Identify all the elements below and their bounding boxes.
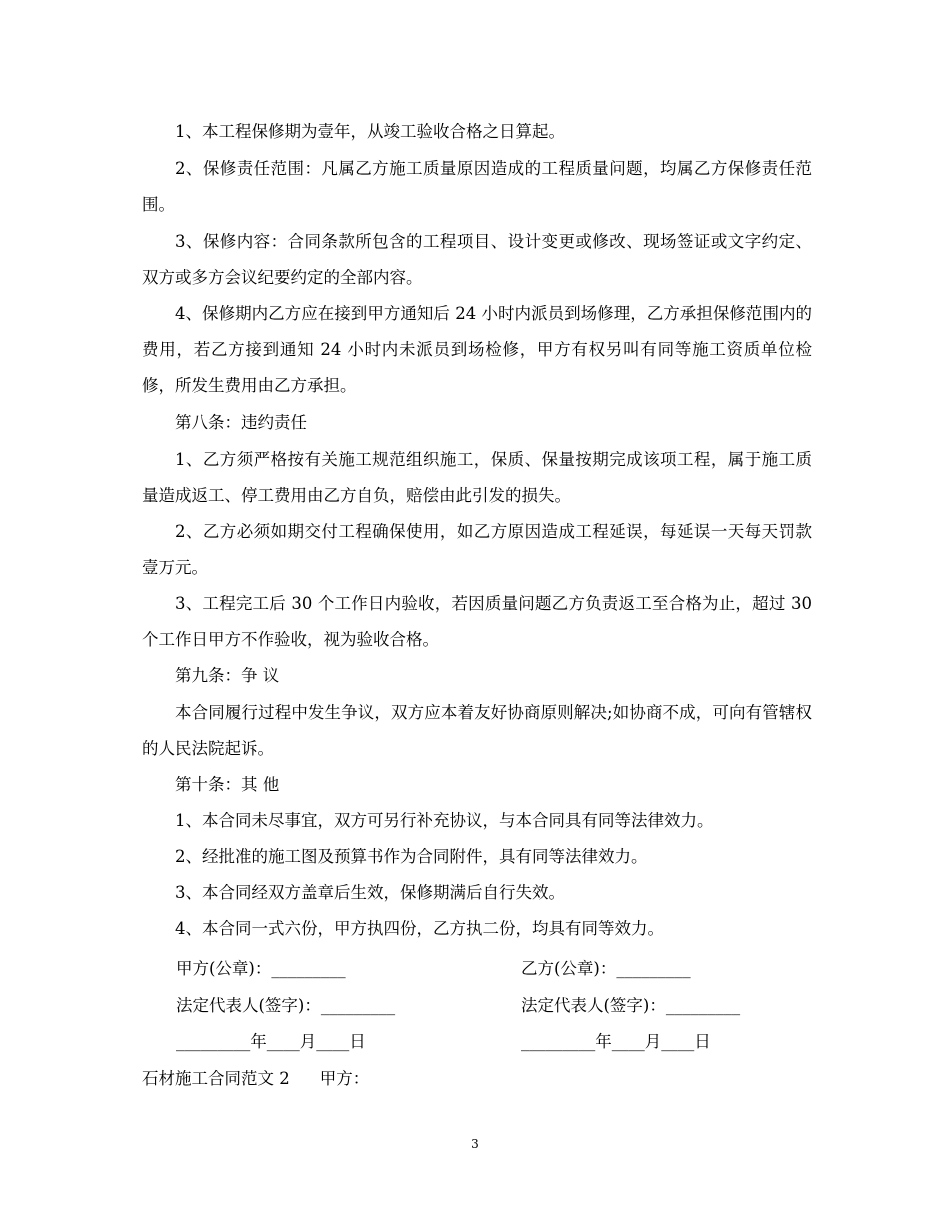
- party-a-seal-line: 甲方(公章)：_________: [176, 959, 346, 978]
- article-9-heading: 第九条：争 议: [175, 666, 280, 685]
- clause-other-3: 3、本合同经双方盖章后生效，保修期满后自行失效。: [175, 883, 565, 902]
- clause-warranty-period: 1、本工程保修期为壹年，从竣工验收合格之日算起。: [175, 122, 565, 141]
- clause-warranty-content: 3、保修内容：合同条款所包含的工程项目、设计变更或修改、现场签证或文字约定、双方或多方会议纪要约定的全部内容。: [142, 232, 812, 287]
- party-b-representative-line: 法定代表人(签字)：_________: [521, 996, 741, 1015]
- clause-breach-acceptance: 3、工程完工后 30 个工作日内验收，若因质量问题乙方负责返工至合格为止，超过 30 个工作日甲方不作验收，视为验收合格。: [142, 594, 812, 649]
- party-a-representative-line: 法定代表人(签字)：_________: [176, 996, 396, 1015]
- party-b-date-line: _________年____月____日: [521, 1032, 711, 1051]
- next-contract-line: [142, 1061, 369, 1097]
- clause-warranty-repair: 4、保修期内乙方应在接到甲方通知后 24 小时内派员到场修理，乙方承担保修范围内的费用，若乙方接到通知 24 小时内未派员到场检修，甲方有权另叫有同等施工资质单位检修，所发生费用由乙方承担。: [142, 304, 812, 395]
- page-number: 3: [471, 1137, 479, 1151]
- clause-breach-quality: 1、乙方须严格按有关施工规范组织施工，保质、保量按期完成该项工程，属于施工质量造成返工、停工费用由乙方自负，赔偿由此引发的损失。: [142, 450, 812, 505]
- clause-breach-delay: 2、乙方必须如期交付工程确保使用，如乙方原因造成工程延误，每延误一天每天罚款壹万元。: [142, 522, 812, 577]
- party-b-seal-line: 乙方(公章)：_________: [521, 959, 691, 978]
- article-8-heading: 第八条：违约责任: [175, 413, 307, 432]
- article-10-heading: 第十条：其 他: [175, 775, 280, 794]
- clause-dispute: 本合同履行过程中发生争议，双方应本着友好协商原则解决;如协商不成，可向有管辖权的人民法院起诉。: [142, 703, 812, 758]
- next-contract-party-a: 甲方：: [319, 1069, 370, 1088]
- clause-other-4: 4、本合同一式六份，甲方执四份，乙方执二份，均具有同等效力。: [175, 919, 664, 938]
- clause-other-2: 2、经批准的施工图及预算书作为合同附件，具有同等法律效力。: [175, 847, 648, 866]
- party-a-date-line: _________年____月____日: [176, 1032, 366, 1051]
- next-contract-title: 石材施工合同范文 2: [142, 1069, 290, 1088]
- clause-other-1: 1、本合同未尽事宜，双方可另行补充协议，与本合同具有同等法律效力。: [175, 811, 714, 830]
- clause-warranty-scope: 2、保修责任范围：凡属乙方施工质量原因造成的工程质量问题，均属乙方保修责任范围。: [142, 159, 812, 214]
